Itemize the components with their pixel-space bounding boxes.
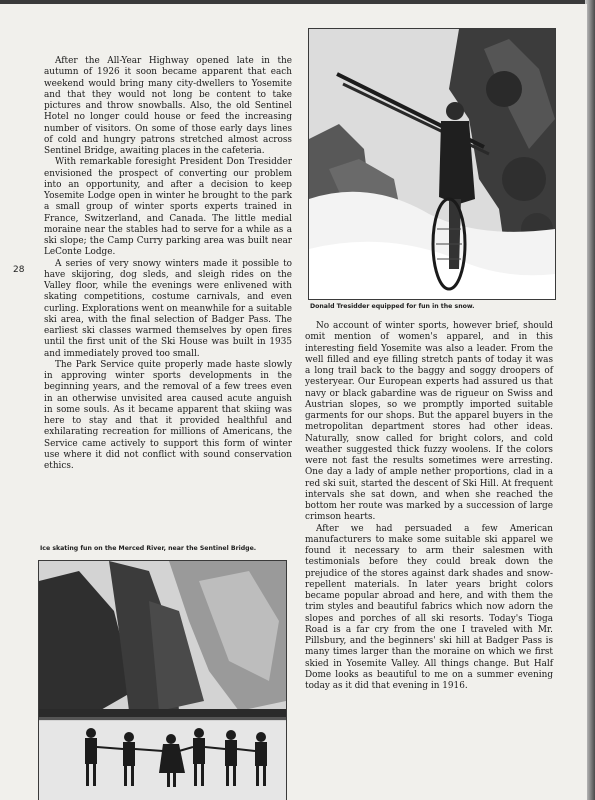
paragraph-womens-apparel: No account of winter sports, however brief, should omit mention of women's apparel, and in this interesting field Yosemite was also a leader. From the well filled and eye filling stretch pants of today it was a long trail back to the baggy and soggy droopers of yesteryear. Our European experts had assured us that navy or black gabardine was de rigueur on Swiss and Austrian slopes, so we promptly imported suitable garments for our shops. But the apparel buyers in the metropolitan department stores had other ideas. Naturally, snow called for bright colors, and cold weather suggested thick fuzzy woolens. If the colors were not fast the results sometimes were arresting. One day a lady of ample nether proportions, clad in a red ski suit, started the descent of Ski Hill. At frequent intervals she sat down, and when she reached the bottom her route was marked by a succession of large crimson hearts. [305, 321, 553, 523]
ice-skating-illustration [39, 561, 286, 800]
caption-bottom-photo: Ice skating fun on the Merced River, near the Sentinel Bridge. [40, 545, 257, 552]
paragraph-highway: After the All-Year Highway opened late in the autumn of 1926 it soon became apparent that each weekend would bring many city-dwellers to Yosemite and that they would not long be content to take pictures and throw snowballs. Also, the old Sentinel Hotel no longer could house or feed the increasing number of visitors. On some of those early days lines of cold and hungry patrons stretched almost across Sentinel Bridge, awaiting places in the cafeteria. [44, 56, 292, 156]
paragraph-tresidder: With remarkable foresight President Don Tresidder envisioned the prospect of converting our problem into an opportunity, and after a decision to keep Yosemite Lodge open in winter he brought to the park a small group of winter sports experts trained in France, Switzerland, and Canada. The little medial moraine near the stables had to serve for a while as a ski slope; the Camp Curry parking area was built near LeConte Lodge. [44, 157, 292, 258]
left-text-column [44, 56, 292, 472]
snow-skier-illustration [309, 29, 555, 299]
photo-donald-tresidder [308, 28, 556, 300]
paragraph-snowy-winters: A series of very snowy winters made it possible to have skijoring, dog sleds, and sleigh rides on the Valley floor, while the evenings were enlivened with skating competitions, costume carnivals, and even curling. Explorations went on meanwhile for a suitable ski area, with the final selection of Badger Pass. The earliest ski classes warmed themselves by open fires until the first unit of the Ski House was built in 1935 and immediately proved too small. [44, 258, 292, 359]
right-text-column [305, 321, 553, 692]
photo-ice-skating [38, 560, 287, 800]
page-number: 28 [13, 265, 25, 275]
paragraph-manufacturers: After we had persuaded a few American manufacturers to make some suitable ski apparel we found it necessary to arm their salesmen with testimonials before they could break down the prejudice of the stores against dark shades and snow-repellent materials. In later years bright colors became popular abroad and here, and with them the trim styles and beautiful fabrics which now adorn the slopes and porches of all ski resorts. Today's Tioga Road is a far cry from the one I traveled with Mr. Pillsbury, and the beginners' ski hill at Badger Pass is many times larger than the moraine on which we first skied in Yosemite Valley. All things change. But Half Dome looks as beautiful to me on a summer evening today as it did that evening in 1916. [305, 523, 553, 691]
caption-top-photo: Donald Tresidder equipped for fun in the snow. [310, 303, 475, 310]
book-page [0, 4, 587, 800]
paragraph-park-service: The Park Service quite properly made haste slowly in approving winter sports developments in the beginning years, and the removal of a few trees even in an otherwise unvisited area caused acute anguish in some souls. As it became apparent that skiing was here to stay and that it provided healthful and exhilarating recreation for millions of Americans, the Service came actively to support this form of winter use where it did not conflict with sound conservation ethics. [44, 359, 292, 471]
